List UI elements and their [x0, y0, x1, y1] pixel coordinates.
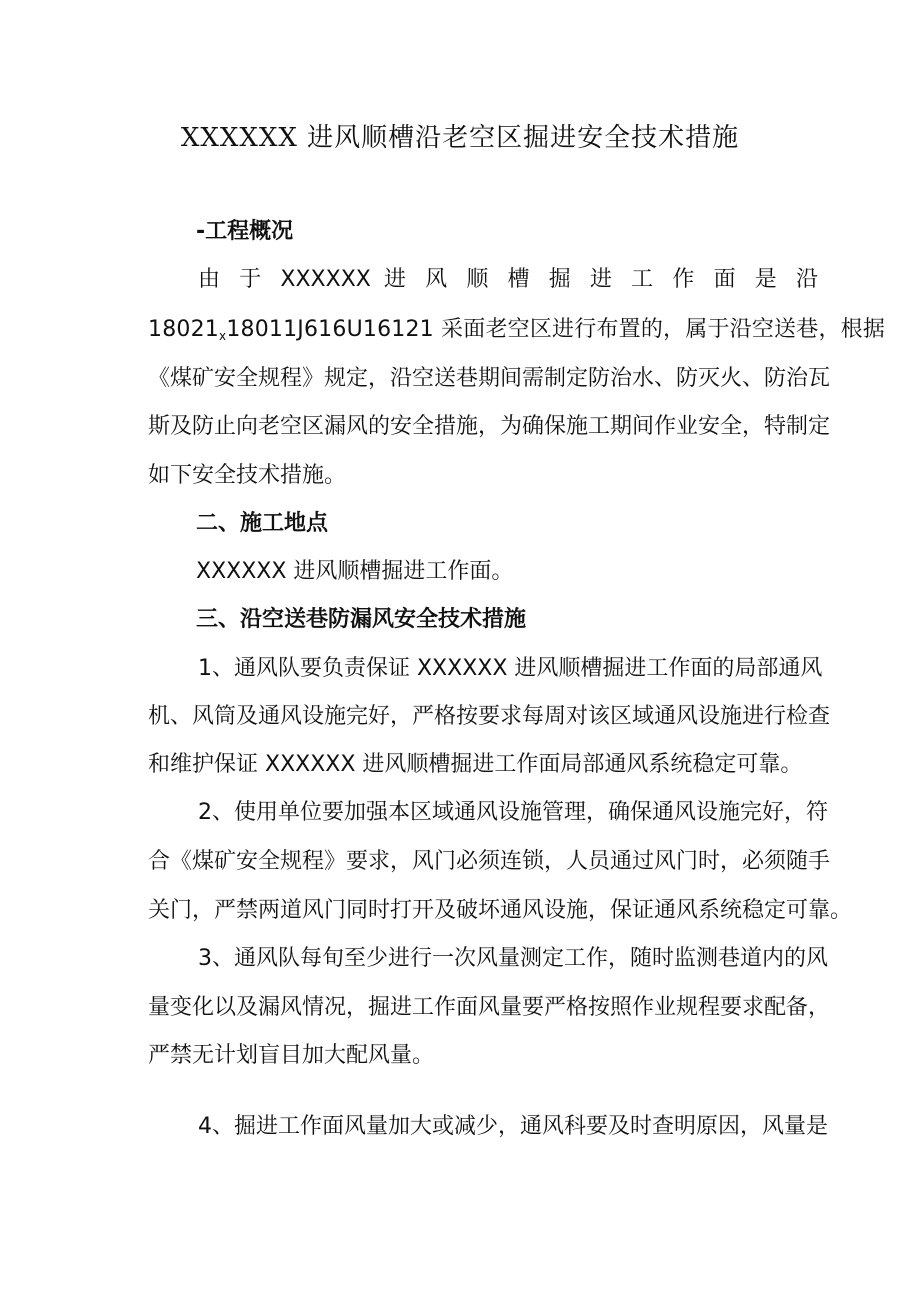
location-line-1: XXXXXX 进风顺槽掘进工作面。: [196, 559, 514, 584]
overview-line-2-rest: 18011J616U16121 采面老空区进行布置的，属于沿空送巷，根据: [226, 317, 886, 342]
item3-line-3: 严禁无计划盲目加大配风量。: [148, 1043, 435, 1068]
overview-line-2: [148, 315, 885, 351]
item1-line-2: 机、风筒及通风设施完好，严格按要求每周对该区域通风设施进行检查: [148, 704, 831, 729]
item2-line-1: 2、使用单位要加强本区域通风设施管理，确保通风设施完好，符: [198, 800, 828, 825]
overview-line-5: 如下安全技术措施。: [148, 463, 347, 488]
overview-line-2-subscript: x: [219, 329, 227, 343]
item3-line-1: 3、通风队每旬至少进行一次风量测定工作，随时监测巷道内的风: [198, 946, 828, 971]
overview-line-2-start: 18021: [148, 317, 219, 342]
item1-line-1: 1、通风队要负责保证 XXXXXX 进风顺槽掘进工作面的局部通风: [198, 656, 823, 681]
overview-line-1: 由 于 XXXXXX 进 风 顺 槽 掘 进 工 作 面 是 沿: [198, 267, 818, 292]
overview-line-4: 斯及防止向老空区漏风的安全措施，为确保施工期间作业安全，特制定: [148, 414, 831, 439]
item3-line-2: 量变化以及漏风情况，掘进工作面风量要严格按照作业规程要求配备，: [148, 995, 831, 1020]
item1-line-3: 和维护保证 XXXXXX 进风顺槽掘进工作面局部通风系统稳定可靠。: [148, 752, 803, 777]
item4-line-1: 4、掘进工作面风量加大或减少，通风科要及时查明原因，风量是: [198, 1114, 828, 1139]
section-heading-measures: 三、沿空送巷防漏风安全技术措施: [196, 607, 527, 632]
document-title: XXXXXX 进风顺槽沿老空区掘进安全技术措施: [180, 123, 740, 153]
overview-line-3: 《煤矿安全规程》规定，沿空送巷期间需制定防治水、防灭火、防治瓦: [148, 366, 831, 391]
item2-line-3: 关门，严禁两道风门同时打开及破坏通风设施，保证通风系统稳定可靠。: [148, 898, 853, 923]
section-heading-location: 二、施工地点: [196, 511, 329, 536]
section-heading-overview: -工程概况: [196, 219, 294, 244]
item2-line-2: 合《煤矿安全规程》要求，风门必须连锁，人员通过风门时，必须随手: [148, 849, 831, 874]
